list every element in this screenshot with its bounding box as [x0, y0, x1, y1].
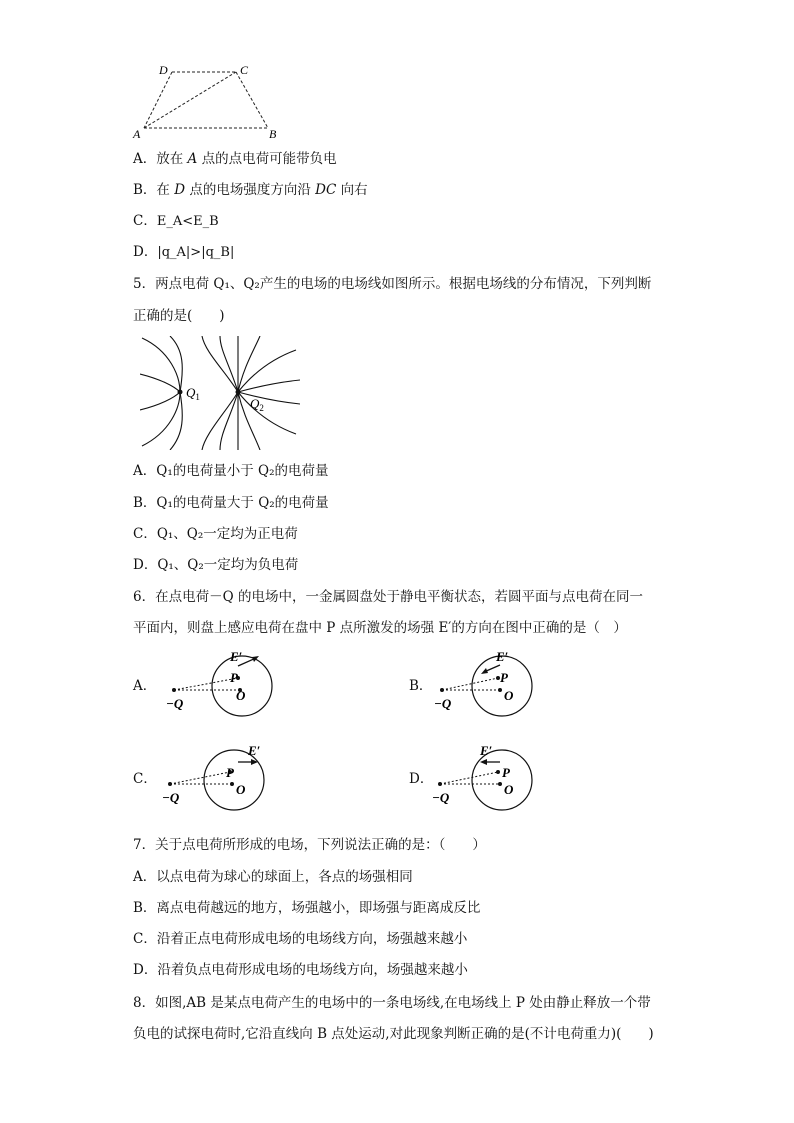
q6-stem-line1: 6．在点电荷－Q 的电场中，一金属圆盘处于静电平衡状态，若圆平面与点电荷在同一 [133, 589, 643, 605]
q6-option-d-key: D． [409, 771, 434, 787]
field-lines-figure [140, 336, 300, 450]
q4-option-a: A．放在 A 点的点电荷可能带负电 [133, 151, 337, 167]
q6b-label-charge: −Q [434, 696, 452, 711]
q6-option-c-key: C． [133, 771, 157, 787]
q6c-label-e: E′ [248, 743, 261, 758]
q5-stem-line2: 正确的是( ) [133, 308, 225, 324]
label-B: B [269, 127, 277, 141]
q6c-label-o: O [236, 782, 246, 797]
q6-figure-c [160, 740, 280, 812]
q4-option-d-text: |q_A|>|q_B| [157, 245, 235, 260]
q6-figure-a [160, 648, 280, 720]
q7-option-c: C．沿着正点电荷形成电场的电场线方向，场强越来越小 [133, 931, 468, 947]
q7-option-b: B．离点电荷越远的地方，场强越小，即场强与距离成反比 [133, 900, 481, 916]
charge-q1-dot [178, 390, 183, 395]
q5-stem-line1: 5．两点电荷 Q₁、Q₂产生的电场的电场线如图所示。根据电场线的分布情况，下列判断 [133, 276, 652, 292]
q6-option-b-key: B． [409, 678, 433, 694]
q4-option-b: B．在 D 点的电场强度方向沿 DC 向右 [133, 182, 368, 198]
q6a-label-p: P [230, 670, 238, 685]
q4-option-c-text: E_A<E_B [156, 214, 219, 229]
q6d-label-p: P [502, 765, 510, 780]
q5-option-b: B．Q₁的电荷量大于 Q₂的电荷量 [133, 495, 329, 511]
q6c-label-p: P [226, 765, 234, 780]
q4-option-d: D．|q_A|>|q_B| [133, 244, 235, 260]
q6a-label-charge: −Q [166, 696, 184, 711]
label-q1: $Q_1$ [186, 385, 200, 402]
q7-stem: 7．关于点电荷所形成的电场，下列说法正确的是：（ ） [133, 837, 486, 853]
q6-option-a-key: A． [133, 678, 157, 694]
trapezoid-figure [128, 58, 288, 144]
q6-figure-b [430, 648, 550, 720]
q5-option-a: A．Q₁的电荷量小于 Q₂的电荷量 [133, 463, 329, 479]
q6-stem-line2: 平面内，则盘上感应电荷在盘中 P 点所激发的场强 E′的方向在图中正确的是（ ） [133, 620, 627, 636]
q4-option-c: C．E_A<E_B [133, 213, 219, 229]
q6d-label-charge: −Q [432, 790, 450, 805]
q6b-label-e: E′ [496, 649, 509, 664]
q6d-label-o: O [504, 782, 514, 797]
q6a-label-o: O [236, 688, 246, 703]
q6c-label-charge: −Q [162, 790, 180, 805]
label-q2: $Q_2$ [250, 396, 264, 413]
label-D: D [159, 63, 168, 77]
q5-option-d: D．Q₁、Q₂一定均为负电荷 [133, 557, 299, 573]
q5-option-c: C．Q₁、Q₂一定均为正电荷 [133, 526, 298, 542]
q6b-label-p: P [500, 670, 508, 685]
charge-q2-dot [236, 390, 241, 395]
q6-figure-d [430, 740, 550, 812]
q7-option-a: A．以点电荷为球心的球面上，各点的场强相同 [133, 869, 413, 885]
q6a-label-e: E′ [230, 649, 243, 664]
q8-stem-line1: 8．如图,AB 是某点电荷产生的电场中的一条电场线,在电场线上 P 处由静止释放一个带 [133, 995, 651, 1011]
label-C: C [240, 63, 249, 77]
label-A: A [133, 127, 141, 141]
q6d-label-e: E′ [480, 743, 493, 758]
q8-stem-line2: 负电的试探电荷时,它沿直线向 B 点处运动,对此现象判断正确的是(不计电荷重力)( ) [133, 1026, 654, 1042]
q7-option-d: D．沿着负点电荷形成电场的电场线方向，场强越来越小 [133, 962, 468, 978]
q6b-label-o: O [504, 688, 514, 703]
